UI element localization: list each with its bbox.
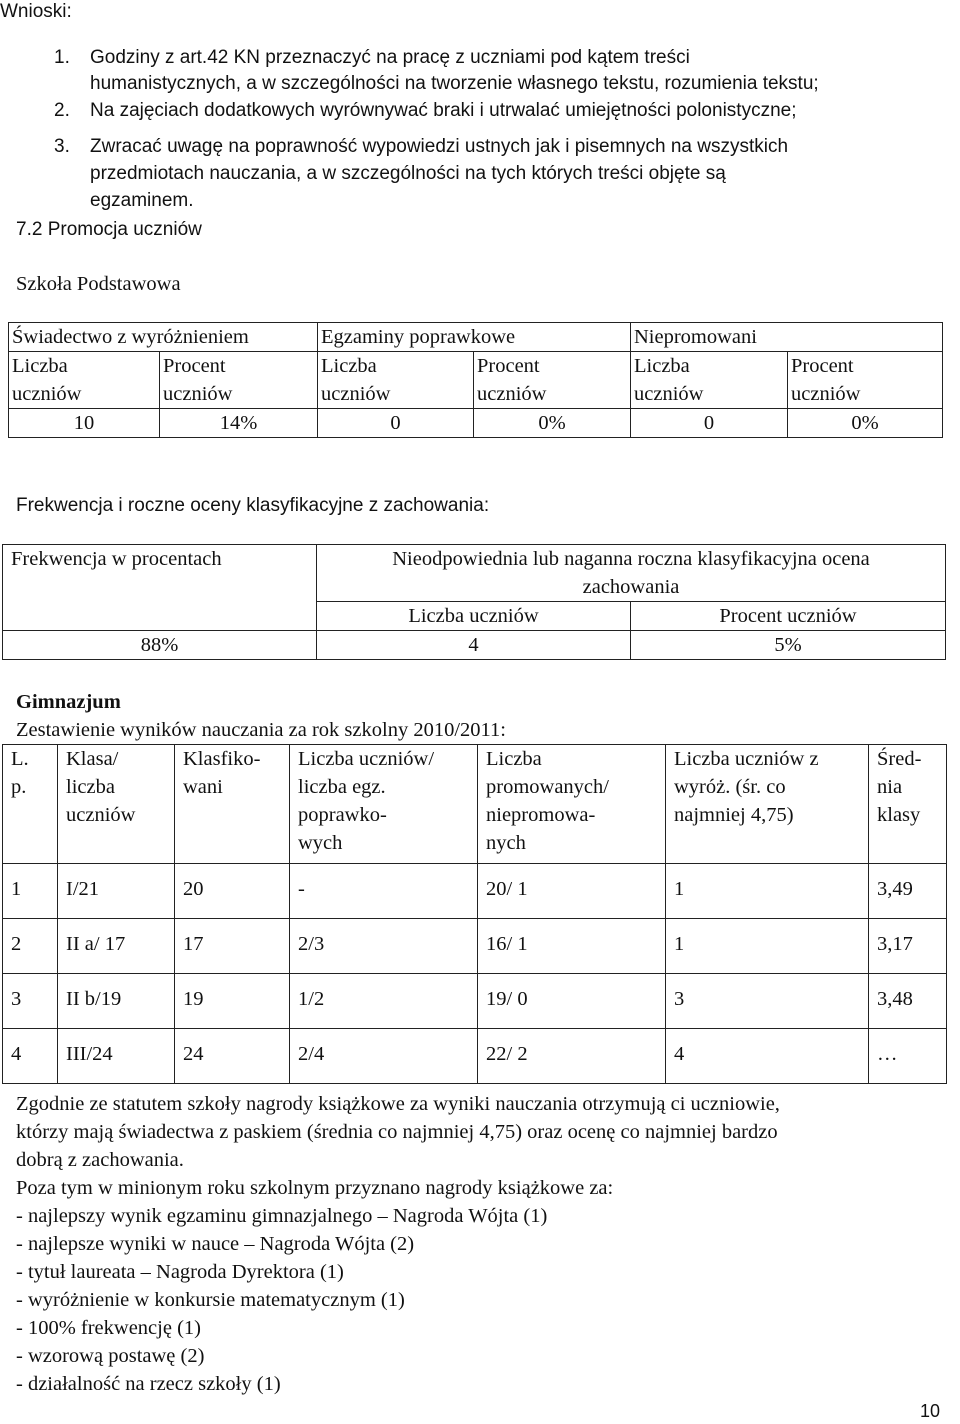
table-cell: 2/4	[290, 1029, 478, 1084]
table-row	[9, 409, 943, 438]
header-line: Klasfiko-	[183, 748, 261, 770]
award-item: - najlepszy wynik egzaminu gimnazjalnego – Nagroda Wójta (1)	[16, 1205, 548, 1227]
table-header-row	[3, 745, 947, 864]
header-line: wani	[183, 776, 223, 798]
group-header: Egzaminy poprawkowe	[318, 323, 631, 352]
header-line: uczniów	[66, 804, 136, 826]
column-header	[9, 352, 160, 409]
table-cell: 16/ 1	[478, 919, 666, 974]
list-item-line: Na zajęciach dodatkowych wyrównywać braki i utrwalać umiejętności polonistyczne;	[90, 100, 797, 121]
table-cell: II a/ 17	[58, 919, 175, 974]
column-header	[869, 745, 947, 864]
column-header	[478, 745, 666, 864]
column-header	[474, 352, 631, 409]
table-subheader-row	[9, 352, 943, 409]
header-line: Nieodpowiednia lub naganna roczna klasyfikacyjna ocena	[392, 548, 870, 570]
column-header: Frekwencja w procentach	[3, 545, 317, 631]
table-cell: 0	[631, 409, 788, 438]
header-line: uczniów	[634, 383, 704, 405]
header-line: Liczba	[634, 355, 690, 377]
award-item: - wzorową postawę (2)	[16, 1345, 205, 1367]
table-cell: III/24	[58, 1029, 175, 1084]
header-line: wych	[298, 832, 343, 854]
table-cell: 24	[175, 1029, 290, 1084]
table-cell: 3,48	[869, 974, 947, 1029]
header-line: niepromowa-	[486, 804, 596, 826]
table-cell: 1	[666, 864, 869, 919]
list-item-line: Zwracać uwagę na poprawność wypowiedzi ustnych jak i pisemnych na wszystkich	[90, 136, 789, 157]
table-header-row	[9, 323, 943, 352]
school-title: Szkoła Podstawowa	[16, 273, 181, 295]
table-cell: I/21	[58, 864, 175, 919]
list-item-line: egzaminem.	[90, 190, 194, 211]
column-header	[318, 352, 474, 409]
header-line: liczba	[66, 776, 115, 798]
table-cell: 0%	[788, 409, 943, 438]
promotion-table	[8, 322, 943, 438]
paragraph-line: Zgodnie ze statutem szkoły nagrody książkowe za wyniki nauczania otrzymują ci uczniowie,	[16, 1093, 780, 1115]
header-line: Liczba	[321, 355, 377, 377]
table-cell: 5%	[631, 631, 946, 660]
list-number: 2.	[54, 100, 70, 121]
column-header	[160, 352, 318, 409]
list-number: 1.	[54, 47, 70, 68]
table-cell: 4	[3, 1029, 58, 1084]
header-line: najmniej 4,75)	[674, 804, 794, 826]
header-line: Procent	[791, 355, 854, 377]
column-header	[317, 545, 946, 602]
header-line: Liczba	[12, 355, 68, 377]
table-cell: 20	[175, 864, 290, 919]
header-line: Liczba uczniów z	[674, 748, 819, 770]
table-cell: 2	[3, 919, 58, 974]
header-line: uczniów	[163, 383, 233, 405]
table-cell: 17	[175, 919, 290, 974]
table-cell: -	[290, 864, 478, 919]
list-number: 3.	[54, 136, 70, 157]
header-line: klasy	[877, 804, 921, 826]
table-cell: 4	[317, 631, 631, 660]
column-header	[666, 745, 869, 864]
header-line: liczba egz.	[298, 776, 386, 798]
table-cell: 14%	[160, 409, 318, 438]
table-cell: II b/19	[58, 974, 175, 1029]
column-header	[788, 352, 943, 409]
column-header	[290, 745, 478, 864]
award-item: - działalność na rzecz szkoły (1)	[16, 1373, 281, 1395]
group-header: Świadectwo z wyróżnieniem	[9, 323, 318, 352]
table-cell: 19/ 0	[478, 974, 666, 1029]
header-line: Liczba	[486, 748, 542, 770]
table-cell: 1	[666, 919, 869, 974]
header-line: zachowania	[582, 576, 680, 598]
award-item: - tytuł laureata – Nagroda Dyrektora (1)	[16, 1261, 344, 1283]
table-cell: 3	[3, 974, 58, 1029]
column-header	[58, 745, 175, 864]
header-line: uczniów	[321, 383, 391, 405]
header-line: L.	[11, 748, 29, 770]
header-line: poprawko-	[298, 804, 387, 826]
attendance-table	[2, 544, 946, 660]
table-cell: 88%	[3, 631, 317, 660]
header-line: nych	[486, 832, 526, 854]
table-row	[3, 919, 947, 974]
header-line: Liczba uczniów/	[298, 748, 435, 770]
table-cell: 1/2	[290, 974, 478, 1029]
table-row	[3, 631, 946, 660]
table-cell: 4	[666, 1029, 869, 1084]
conclusions-heading: Wnioski:	[0, 1, 72, 22]
award-item: - wyróżnienie w konkursie matematycznym (1)	[16, 1289, 405, 1311]
award-item: - 100% frekwencję (1)	[16, 1317, 201, 1339]
column-header: Procent uczniów	[631, 602, 946, 631]
table-cell: 10	[9, 409, 160, 438]
table-cell: 3,49	[869, 864, 947, 919]
table-row	[3, 1029, 947, 1084]
header-line: Śred-	[877, 748, 922, 770]
header-line: wyróż. (śr. co	[674, 776, 786, 798]
header-line: uczniów	[12, 383, 82, 405]
header-line: uczniów	[791, 383, 861, 405]
column-header	[175, 745, 290, 864]
paragraph-line: którzy mają świadectwa z paskiem (średnia co najmniej 4,75) oraz ocenę co najmniej bardzo	[16, 1121, 778, 1143]
page-number: 10	[920, 1401, 941, 1421]
list-item-line: Godziny z art.42 KN przeznaczyć na pracę z uczniami pod kątem treści	[90, 47, 690, 68]
table-cell: 1	[3, 864, 58, 919]
attendance-title: Frekwencja i roczne oceny klasyfikacyjne z zachowania:	[16, 495, 490, 516]
table-cell: 3	[666, 974, 869, 1029]
header-line: Procent	[477, 355, 540, 377]
group-header: Niepromowani	[631, 323, 943, 352]
paragraph-line: dobrą z zachowania.	[16, 1149, 184, 1171]
table-cell: 3,17	[869, 919, 947, 974]
table-header-row	[3, 545, 946, 602]
table-cell: 0	[318, 409, 474, 438]
section-title: 7.2 Promocja uczniów	[16, 219, 202, 240]
column-header: Liczba uczniów	[317, 602, 631, 631]
header-line: Procent	[163, 355, 226, 377]
header-line: nia	[877, 776, 903, 798]
header-line: uczniów	[477, 383, 547, 405]
column-header	[631, 352, 788, 409]
statute-text	[16, 1090, 946, 1398]
table-row	[3, 974, 947, 1029]
header-line: Klasa/	[66, 748, 119, 770]
award-item: - najlepsze wyniki w nauce – Nagroda Wójta (2)	[16, 1233, 415, 1255]
list-item-line: przedmiotach nauczania, a w szczególności na tych których treści objęte są	[90, 163, 726, 184]
header-line: promowanych/	[486, 776, 609, 798]
gimnazjum-subtitle: Zestawienie wyników nauczania za rok szkolny 2010/2011:	[16, 719, 506, 741]
table-cell: 19	[175, 974, 290, 1029]
table-cell: …	[869, 1029, 947, 1084]
table-cell: 0%	[474, 409, 631, 438]
gimnazjum-title: Gimnazjum	[16, 691, 121, 713]
results-table	[2, 744, 947, 1084]
header-line: p.	[11, 776, 27, 798]
column-header	[3, 745, 58, 864]
list-item-line: humanistycznych, a w szczególności na tworzenie własnego tekstu, rozumienia tekstu;	[90, 73, 819, 94]
paragraph-line: Poza tym w minionym roku szkolnym przyznano nagrody książkowe za:	[16, 1177, 614, 1199]
table-cell: 2/3	[290, 919, 478, 974]
table-row	[3, 864, 947, 919]
table-cell: 20/ 1	[478, 864, 666, 919]
table-cell: 22/ 2	[478, 1029, 666, 1084]
